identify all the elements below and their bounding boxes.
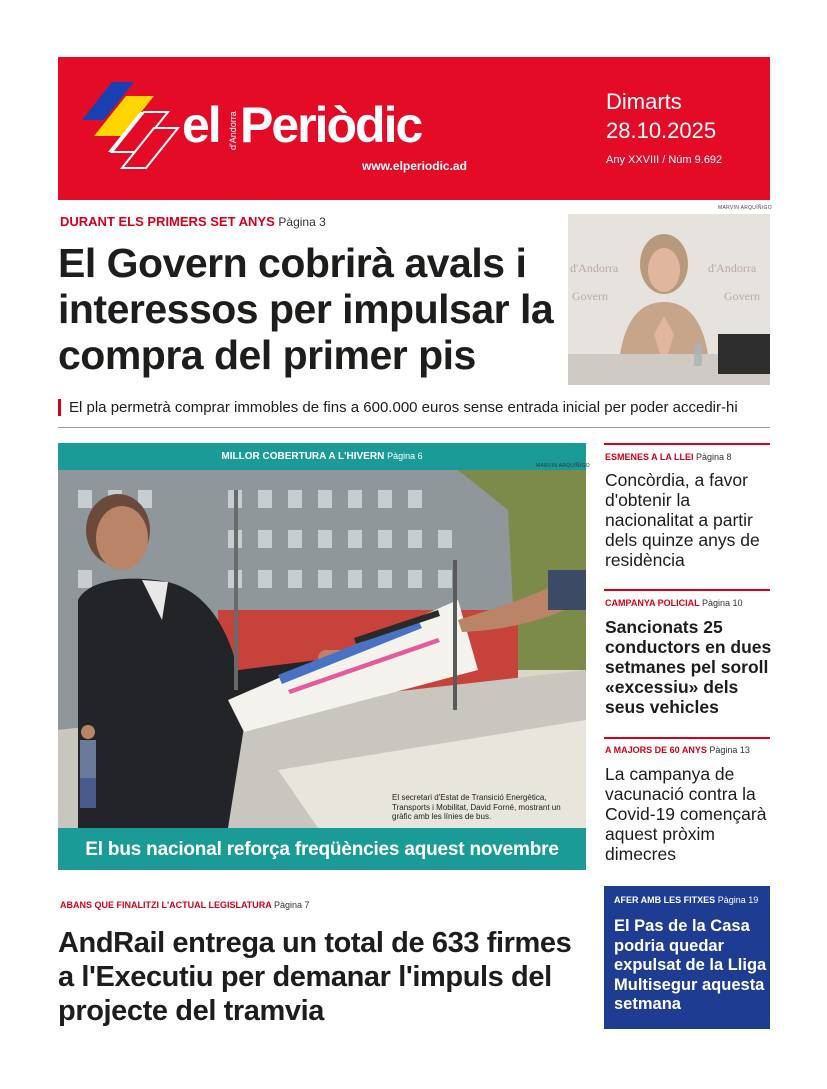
sidebar-item-2-headline[interactable]: Sancionats 25 conductors en dues setmanes pel soroll «excessiu» dels seus vehicles — [605, 617, 772, 717]
sidebar-item-1-kicker-text: ESMENES A LA LLEI — [605, 452, 694, 462]
sidebar-rule-1 — [604, 443, 770, 445]
svg-text:d'Andorra: d'Andorra — [228, 111, 238, 150]
svg-text:Govern: Govern — [724, 289, 760, 303]
sidebar-item-3-kicker-text: A MAJORS DE 60 ANYS — [605, 745, 707, 755]
sidebar-item-3-page-ref[interactable]: Pàgina 13 — [709, 745, 750, 755]
lead-photo-illustration — [568, 214, 770, 385]
logo-periodic: Periòdic — [240, 97, 422, 153]
lead-page-ref[interactable]: Pàgina 3 — [278, 215, 326, 229]
logo-el: el — [182, 97, 220, 153]
issue-number: Any XXVIII / Núm 9.692 — [606, 154, 723, 166]
feature-kicker — [58, 451, 586, 462]
feature-photo-credit: MARVIN ARQUÍÑIGO — [536, 463, 590, 469]
bottom-kicker-text: ABANS QUE FINALITZI L'ACTUAL LEGISLATURA — [60, 900, 272, 910]
bottom-kicker — [60, 900, 310, 910]
sidebar-item-2-kicker-text: CAMPANYA POLICIAL — [605, 598, 700, 608]
sidebar-item-3-headline[interactable]: La campanya de vacunació contra la Covid-19 començarà aquest pròxim dimecres — [605, 764, 767, 864]
website-url[interactable]: www.elperiodic.ad — [362, 159, 467, 173]
section-divider — [58, 427, 770, 428]
bottom-headline[interactable]: AndRail entrega un total de 633 firmes a l'Executiu per demanar l'impuls del projecte del tramvia — [58, 927, 572, 1027]
lead-kicker-text: DURANT ELS PRIMERS SET ANYS — [60, 214, 275, 229]
svg-text:Govern: Govern — [572, 289, 608, 303]
sidebar-item-2-kicker — [605, 598, 743, 608]
feature-photo-illustration — [58, 470, 586, 828]
sidebar-box-headline[interactable]: El Pas de la Casa podria quedar expulsat de la Lliga Multisegur aquesta setmana — [614, 917, 767, 1013]
sidebar-box-kicker-text: AFER AMB LES FITXES — [614, 895, 716, 905]
logo-dandorra — [226, 106, 240, 150]
feature-page-ref[interactable]: Pàgina 6 — [387, 451, 423, 461]
issue-date: 28.10.2025 — [606, 118, 717, 143]
feature-kicker-text: MILLOR COBERTURA A L'HIVERN — [221, 451, 385, 462]
sidebar-item-3-kicker — [605, 745, 750, 755]
svg-text:d'Andorra: d'Andorra — [570, 261, 619, 275]
lead-subheadline: El pla permetrà comprar immobles de fins a 600.000 euros sense entrada inicial per poder accedir-hi — [58, 399, 770, 416]
feature-photo-caption: El secretari d'Estat de Transició Energètica, Transports i Mobilitat, David Forné, mostrant un gràfic amb les línies de bus. — [392, 793, 561, 821]
sidebar-box-page-ref[interactable]: Pàgina 19 — [717, 895, 759, 905]
lead-photo[interactable] — [568, 214, 770, 385]
sidebar-item-1-page-ref[interactable]: Pàgina 8 — [696, 452, 732, 462]
sidebar-rule-2 — [604, 589, 770, 591]
sidebar-item-1-headline[interactable]: Concòrdia, a favor d'obtenir la nacionalitat a partir dels quinze anys de residència — [605, 470, 760, 570]
sidebar-item-1-kicker — [605, 452, 732, 462]
andorra-flag-logo-icon — [82, 82, 182, 174]
bottom-page-ref[interactable]: Pàgina 7 — [273, 900, 310, 910]
issue-day: Dimarts — [606, 89, 682, 114]
svg-text:d'Andorra: d'Andorra — [708, 261, 757, 275]
sidebar-box-kicker — [614, 895, 758, 905]
feature-title[interactable]: El bus nacional reforça freqüències aquest novembre — [85, 839, 559, 860]
lead-kicker — [60, 214, 326, 229]
sidebar-rule-3 — [604, 737, 770, 739]
lead-photo-credit: MARVIN ARQUÍÑIGO — [718, 205, 772, 211]
sidebar-item-2-page-ref[interactable]: Pàgina 10 — [702, 598, 743, 608]
lead-headline[interactable]: El Govern cobrirà avals i interessos per impulsar la compra del primer pis — [58, 240, 554, 378]
feature-photo[interactable] — [58, 470, 586, 828]
